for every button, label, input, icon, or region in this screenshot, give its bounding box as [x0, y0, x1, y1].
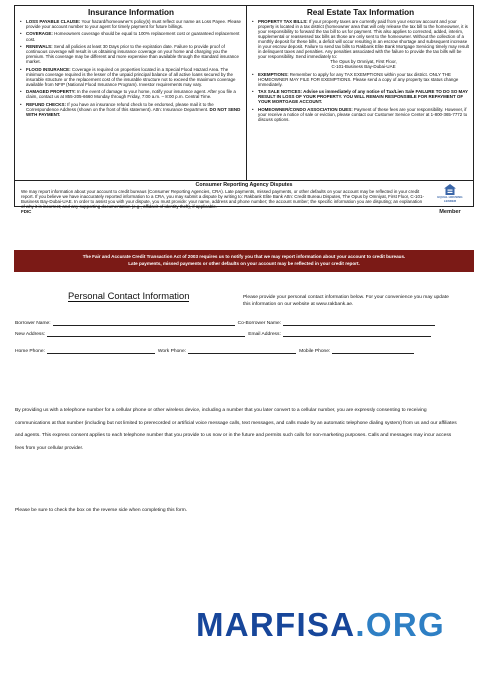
insurance-section: [15, 6, 247, 180]
fcra-banner: [14, 250, 474, 272]
address-row: [15, 331, 434, 337]
new-address-label: New Address:: [15, 332, 46, 337]
email-address-label: Email Address:: [248, 332, 281, 337]
info-box: [14, 5, 474, 215]
tax-item-bills: [252, 19, 469, 69]
tax-address-line1: The Opus by Omniyat, First Floor,: [330, 59, 397, 65]
equal-housing-label: EQUAL HOUSING LENDER: [437, 195, 463, 203]
equal-housing-badge: [437, 184, 463, 215]
fdic-label: FDIC: [21, 209, 32, 215]
insurance-item-coverage: [20, 31, 242, 41]
item-text: Your hazard/homeowner's policy(s) must reflect our name as Loss Payee. Please provide your account number to your agent for timely payment for future billings.: [26, 19, 242, 30]
new-address-field[interactable]: [47, 331, 245, 337]
work-phone-label: Work Phone:: [157, 349, 187, 354]
bullet: •: [20, 43, 22, 49]
item-label: LOSS PAYABLE CLAUSE:: [26, 19, 81, 24]
bullet: •: [20, 19, 22, 24]
bullet: •: [20, 89, 22, 95]
contact-title: Personal Contact Information: [68, 290, 190, 301]
disputes-title: Consumer Reporting Agency Disputes: [195, 182, 293, 188]
item-label: REFUND CHECKS:: [26, 101, 66, 107]
item-label: HOMEOWNER/CONDO ASSOCIATION DUES:: [258, 106, 353, 112]
item-text: Send all policies at least 30 Days prior to the expiration date. Failure to provide proof of continuous coverage will result in us obtaining insurance coverage on your home and charging you the premium. This coverage may be different and more expensive than available through the standard insurance market.: [26, 43, 239, 65]
item-text: Payment of these fees are your responsibility. However, if your receive a notice of sale or eviction, please contact our Customer Service Center at 1-800-365-7772 to discuss options.: [258, 106, 468, 123]
email-address-field[interactable]: [283, 331, 431, 337]
logo-part2: .ORG: [355, 606, 445, 643]
borrower-name-label: Borrower Name:: [15, 321, 51, 326]
work-phone-field[interactable]: [188, 348, 296, 354]
banner-line1: The Fair and Accurate Credit Transaction Act of 2003 requires us to notify you that we may report information about your account to credit bureaus.: [82, 254, 406, 259]
watermark-logo: [196, 606, 445, 644]
contact-note: Please provide your personal contact information below. For your convenience you may update this information on our website at www.rakbank.ae.: [243, 295, 449, 307]
tax-section: [247, 6, 473, 180]
item-text: Coverage is required on properties located in a Special Flood Hazard Area. The minimum coverage required is the lesser of the unpaid principal balance of all active loans secured by the insurable structure or the replacement cost of the insurable structure not to exceed the maximum coverage available from NFIP (National Flood Insurance Program). Investor requirements may vary.: [26, 66, 236, 87]
item-label: EXEMPTIONS:: [258, 71, 289, 77]
mobile-phone-label: Mobile Phone:: [299, 349, 331, 354]
item-text: If you have an insurance refund check to be endorsed, please mail it to the Correspondence Address (shown on the front of this statement). Attn: Insurance Department.: [26, 101, 214, 112]
logo-part1: MARFISA: [196, 606, 356, 643]
insurance-item-loss-payable: [20, 19, 242, 29]
bullet: •: [252, 71, 254, 77]
disputes-body: We may report information about your account to credit bureaus (Consumer Reporting Agencies, CRA). Late payments, missed payments, or other defaults on your account may be reflected in your credit report. If you believe we have inaccurately reported information to a CRA, you may submit a dispute by writing to: Rakbank Elite Bank Attn: Credit Bureau Disputes, The Opus by Omniyat, First Floor, C-101-Business Bay-Dubai-UAE. In order to assist you with your dispute, you must provide: your name, address and phone number; the account number; the specific information you are disputing; an explanation of why it is incorrect; and any supporting documentation (e.g., affidavit of identity theft), if applicable.: [21, 189, 424, 210]
bullet: •: [20, 66, 22, 72]
consent-paragraph: By providing us with a telephone number for a cellular phone or other wireless device, including a number that you later convert to a cellular number, you are expressly consenting to receiving communications at that number (including but not limited to prerecorded or artificial voice message calls, text messages, and calls made by an automatic telephone dialing system) from us and our affiliates and agents. This express consent applies to each telephone number that you provide to us now or in the future and permits such calls for non-marketing purposes. Calls and messages may incur access fees from your cellular provider.: [15, 408, 457, 451]
tax-title: Real Estate Tax Information: [306, 8, 415, 17]
member-label: Member: [439, 209, 461, 215]
equal-housing-icon: [444, 184, 456, 195]
co-borrower-name-field[interactable]: [283, 320, 435, 326]
bullet: •: [20, 101, 22, 107]
side-code: [3, 60, 11, 220]
bullet: •: [252, 19, 254, 24]
borrower-name-field[interactable]: [53, 320, 235, 326]
tax-address-line2: C-101-Business Bay-Dubai-UAE: [331, 64, 396, 70]
insurance-item-renewals: [20, 44, 242, 64]
borrower-name-row: [15, 320, 438, 326]
item-text: In the event of damage to your home, notify your insurance agent. After you file a claim, contact us at 855-205-6660 Monday through Friday, 7:00 a.m. – 8:00 p.m. Central Time.: [26, 89, 236, 100]
insurance-title: Insurance Information: [88, 8, 174, 17]
item-label: TAX SALE NOTICES: Advise us immediately of any notice of Tax/Lien Sale FAILURE TO DO SO MAY RESULT IN LOSS OF YOUR PROPERTY. YOU WILL REMAIN RESPONSIBLE FOR REPAYMENT OF YOUR MORTGAGE ACCOUNT.: [258, 89, 468, 105]
disputes-text: [21, 189, 426, 214]
item-label: DAMAGED PROPERTY:: [26, 89, 76, 95]
insurance-item-refund: [20, 102, 242, 117]
item-text: Homeowners coverage should be equal to 100% replacement cost or guaranteed replacement cost.: [26, 31, 240, 42]
bullet: •: [20, 31, 22, 37]
insurance-item-damaged: [20, 89, 242, 99]
checkbox-note: Please be sure to check the box on the reverse side when completing this form.: [15, 508, 188, 513]
mobile-phone-field[interactable]: [332, 348, 414, 354]
home-phone-label: Home Phone:: [15, 349, 45, 354]
item-label: PROPERTY TAX BILLS:: [258, 19, 308, 24]
banner-line2: Late payments, missed payments or other defaults on your account may be reflected in your credit report.: [128, 261, 360, 266]
tax-item-exemptions: [252, 72, 469, 87]
item-label: COVERAGE:: [26, 31, 53, 37]
bullet: •: [252, 89, 254, 95]
item-text: Remember to apply for any TAX EXEMPTIONS within your tax district. ONLY THE HOMEOWNER MAY FILE FOR EXEMPTIONS. Please send a copy of any property tax status change immediately.: [258, 71, 459, 87]
bullet: •: [252, 106, 254, 112]
phone-row: [15, 348, 417, 354]
item-label: FLOOD INSURANCE:: [26, 66, 71, 72]
home-phone-field[interactable]: [47, 348, 155, 354]
item-text: If your property taxes are currently paid from your escrow account and your property is located in a tax district (homeowner area that will only release the tax bill to the homeowner, it is your responsibility to forward the tax bill to us for payment. This also applies to corrected, added, interim, supplemental or reassessed tax bills as those are only sent to the homeowner. Without the collection of a monthly deposit for these bills, a deficit will occur resulting in an escrow shortage and subsequent increase in your escrow deposit. Failure to send tax bills to Rakbank Elite Bank Mortgage Servicing timely may result in delinquent taxes and penalties. Any penalties associated with the failure to provide the tax bills will be your responsibility. Send immediately to:: [258, 19, 469, 60]
tax-item-sale-notices: [252, 89, 469, 104]
item-tail: DO NOT SEND WITH PAYMENT.: [26, 106, 241, 117]
tax-item-hoa-dues: [252, 107, 469, 122]
item-label: RENEWALS:: [26, 43, 53, 49]
insurance-item-flood: [20, 67, 242, 87]
co-borrower-name-label: Co-Borrower Name:: [237, 321, 282, 326]
